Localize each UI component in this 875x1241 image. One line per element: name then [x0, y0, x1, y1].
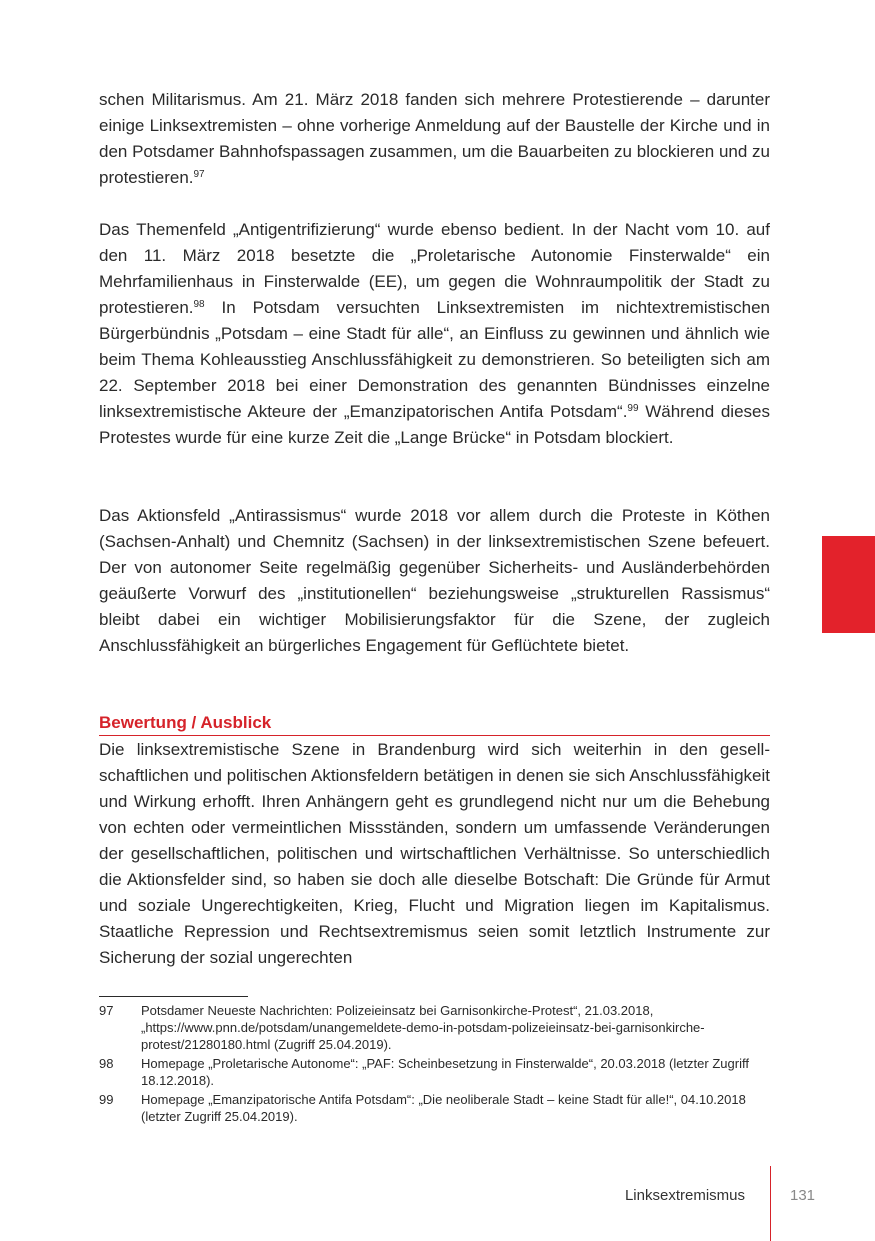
- footnote-item: [99, 1055, 759, 1089]
- footnote-number: 99: [99, 1092, 114, 1107]
- paragraph-antigentrification: [99, 217, 770, 451]
- footnote-ref[interactable]: 97: [193, 169, 205, 180]
- paragraph-text: Die linksextremistische Szene in Brandenburg wird sich weiterhin in den gesellschaftlichen und politischen Aktionsfeldern betätigen in denen sie sich Anschlussfähigkeit und Wirkung erhofft. Ihren Anhängern geht es grundlegend nicht nur um die Behebung von echten oder vermeintlichen Missständen, sondern um umfassende Veränderungen der gesellschaftlichen, politischen und wirtschaftlichen Verhältnisse. So unterschiedlich die Aktionsfelder sind, so haben sie doch alle dieselbe Botschaft: Die Gründe für Armut und soziale Ungerechtigkeiten, Krieg, Flucht und Migration liegen im Kapitalismus. Staatliche Repression und Rechtsextremismus seien somit letztlich Instrumente zur Sicherung der sozial ungerechten: [99, 740, 770, 967]
- paragraph-antiracism: [99, 503, 770, 659]
- paragraph-text: In Potsdam versuchten Linksextremisten im nichtextremistischen Bürgerbündnis „Potsdam – eine Stadt für alle“, an Einfluss zu gewinnen und ähnlich wie beim Thema Kohleausstieg Anschlussfähigkeit zu demonstrieren. So beteiligten sich am 22. September 2018 bei einer Demonstration des genannten Bündnisses einzelne linksextremistische Akteure der „Emanzipatorischen Antifa Potsdam“.: [99, 298, 770, 421]
- paragraph-text: Während dieses Protestes wurde für eine kurze Zeit die „Lange Brücke“ in Potsdam blockiert.: [99, 402, 770, 447]
- footnotes: [99, 1002, 759, 1127]
- page-number: 131: [790, 1187, 816, 1204]
- chapter-tab-marker: [822, 536, 875, 633]
- section-heading: [99, 711, 770, 736]
- footnote-item: [99, 1091, 759, 1125]
- paragraph-text: schen Militarismus. Am 21. März 2018 fanden sich mehrere Protestierende – darunter einige Linksextremisten – ohne vorherige Anmeldung auf der Baustelle der Kirche und in den Potsdamer Bahnhofspassagen zusammen, um die Bauarbeiten zu blockieren und zu protestieren.: [99, 90, 770, 187]
- footnote-ref[interactable]: 99: [627, 403, 639, 414]
- paragraph-text: Das Themenfeld „Antigentrifizierung“ wurde ebenso bedient. In der Nacht vom 10. auf den 11. März 2018 besetzte die „Proletarische Autonomie Finsterwalde“ ein Mehrfamilienhaus in Finsterwalde (EE), um gegen die Wohnraumpolitik der Stadt zu protestieren.: [99, 220, 770, 317]
- footer-chapter-title: Linksextremismus: [624, 1187, 745, 1204]
- footnote-text: Homepage „Emanzipatorische Antifa Potsdam“: „Die neoliberale Stadt – keine Stadt für alle!“, 04.10.2018 (letzter Zugriff 25.04.2019).: [141, 1092, 746, 1124]
- footnote-number: 97: [99, 1003, 114, 1018]
- footnote-divider: [99, 996, 248, 997]
- footnote-text: Homepage „Proletarische Autonome“: „PAF: Scheinbesetzung in Finsterwalde“, 20.03.2018 (letzter Zugriff 18.12.2018).: [141, 1056, 749, 1088]
- paragraph-assessment: [99, 737, 770, 971]
- footer-divider: [770, 1166, 771, 1241]
- paragraph-text: Das Aktionsfeld „Antirassismus“ wurde 2018 vor allem durch die Proteste in Köthen (Sachsen-Anhalt) und Chemnitz (Sachsen) in der linksextremistischen Szene befeuert. Der von autonomer Seite regelmäßig gegenüber Sicherheits- und Ausländerbehörden geäußerte Vorwurf des „institutionellen“ beziehungsweise „strukturellen Rassismus“ bleibt dabei ein wichtiger Mobilisierungsfaktor für die Szene, der zugleich Anschlussfähigkeit an bürgerliches Engagement für Geflüchtete bietet.: [99, 506, 770, 655]
- footnote-text: Potsdamer Neueste Nachrichten: Polizeieinsatz bei Garnisonkirche-Protest“, 21.03.2018, „https://www.pnn.de/potsdam/unangemeldete-demo-in-potsdam-polizeieinsatz-bei-garnisonkirche-protest/21280180.html (Zugriff 25.04.2019).: [141, 1003, 705, 1052]
- footnote-number: 98: [99, 1056, 114, 1071]
- footnote-item: [99, 1002, 759, 1053]
- paragraph-militarism: [99, 87, 770, 191]
- footnote-ref[interactable]: 98: [193, 299, 205, 310]
- section-heading-text: Bewertung / Ausblick: [99, 713, 272, 732]
